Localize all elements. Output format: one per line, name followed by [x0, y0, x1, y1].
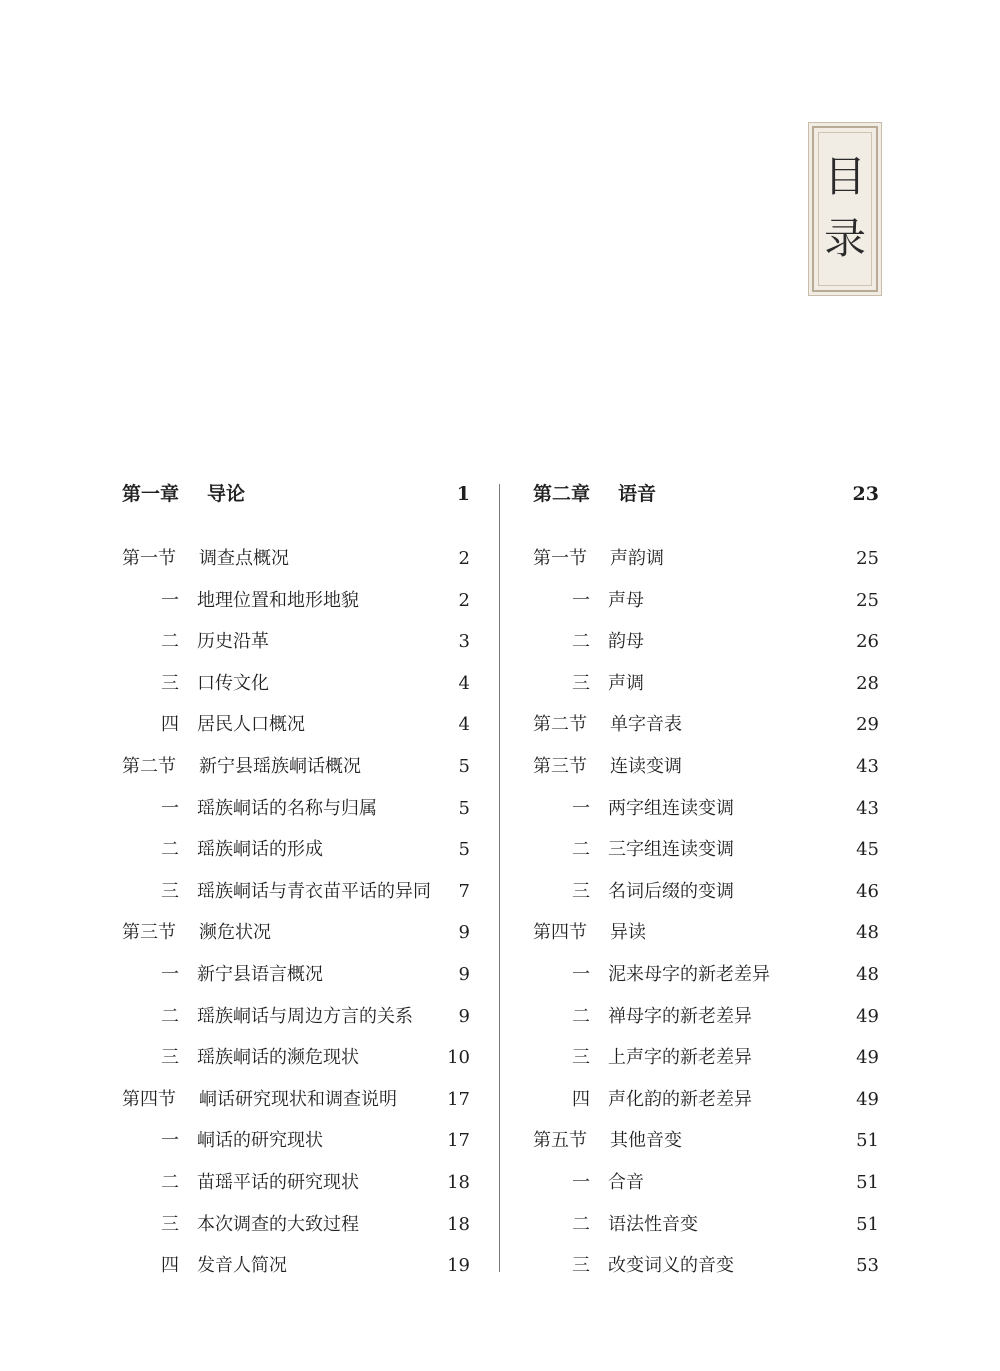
section-label: 第二节 [533, 714, 587, 736]
item-title: 口传文化 [197, 672, 269, 694]
item-title: 声调 [608, 672, 644, 694]
chapter-label: 第一章 [122, 483, 180, 505]
page-number: 48 [856, 963, 879, 985]
page-number: 18 [447, 1213, 470, 1235]
page-number: 43 [856, 797, 879, 819]
toc-item-entry[interactable] [122, 1037, 470, 1079]
item-title: 合音 [608, 1171, 644, 1193]
toc-section-entry[interactable] [533, 538, 879, 580]
section-label: 第一节 [533, 548, 587, 569]
item-number: 一 [161, 589, 179, 611]
chapter-page-number: 23 [852, 483, 879, 505]
page-number: 46 [856, 880, 879, 902]
item-title: 声母 [608, 589, 644, 611]
toc-item-entry[interactable] [122, 1120, 470, 1162]
column-divider [499, 484, 500, 1272]
item-title: 地理位置和地形地貌 [197, 589, 359, 611]
page-number: 53 [856, 1255, 879, 1277]
item-number: 一 [572, 797, 590, 819]
toc-right-rows [533, 538, 879, 1287]
section-title: 声韵调 [610, 548, 664, 569]
toc-item-entry[interactable] [122, 1204, 470, 1246]
section-label: 第三节 [122, 922, 176, 944]
page-number: 17 [447, 1088, 470, 1110]
toc-item-entry[interactable] [533, 788, 879, 830]
toc-heading-char-2: 录 [823, 214, 866, 263]
item-title: 声化韵的新老差异 [608, 1088, 752, 1110]
item-title: 改变词义的音变 [608, 1255, 734, 1277]
item-number: 二 [161, 839, 179, 861]
page-number: 49 [856, 1005, 879, 1027]
page-number: 9 [458, 1005, 470, 1027]
page-number: 5 [458, 797, 470, 819]
toc-item-entry[interactable] [533, 1037, 879, 1079]
item-number: 二 [572, 839, 590, 861]
section-label: 第四节 [533, 922, 587, 944]
toc-item-entry[interactable] [533, 621, 879, 663]
section-title: 单字音表 [610, 714, 682, 736]
toc-section-entry[interactable] [533, 704, 879, 746]
page-number: 9 [458, 922, 470, 944]
page-number: 29 [856, 714, 879, 736]
page-number: 51 [856, 1130, 879, 1152]
page-number: 25 [856, 548, 879, 569]
toc-item-entry[interactable] [533, 580, 879, 622]
item-title: 居民人口概况 [197, 714, 305, 736]
page-number: 49 [856, 1088, 879, 1110]
item-title: 韵母 [608, 631, 644, 653]
item-number: 一 [572, 589, 590, 611]
chapter-title: 语音 [618, 483, 657, 505]
page-number: 26 [856, 631, 879, 653]
toc-section-entry[interactable] [122, 746, 470, 788]
item-title: 两字组连读变调 [608, 797, 734, 819]
item-number: 三 [572, 672, 590, 694]
item-title: 瑶族峒话与青衣苗平话的异同 [197, 880, 431, 902]
section-title: 连读变调 [610, 755, 682, 777]
toc-item-entry[interactable] [122, 871, 470, 913]
page-number: 10 [447, 1047, 470, 1069]
page-number: 2 [458, 548, 470, 569]
toc-section-entry[interactable] [533, 1120, 879, 1162]
toc-section-entry[interactable] [122, 912, 470, 954]
toc-item-entry[interactable] [533, 663, 879, 705]
page-number: 43 [856, 755, 879, 777]
toc-item-entry[interactable] [533, 871, 879, 913]
page-number: 5 [458, 755, 470, 777]
section-label: 第二节 [122, 755, 176, 777]
page-number: 28 [856, 672, 879, 694]
toc-item-entry[interactable] [122, 954, 470, 996]
toc-item-entry[interactable] [122, 788, 470, 830]
item-number: 一 [161, 1130, 179, 1152]
toc-item-entry[interactable] [122, 621, 470, 663]
item-title: 语法性音变 [608, 1213, 698, 1235]
item-number: 二 [572, 1213, 590, 1235]
item-title: 泥来母字的新老差异 [608, 963, 770, 985]
toc-item-entry[interactable] [122, 829, 470, 871]
section-title: 峒话研究现状和调查说明 [199, 1088, 397, 1110]
item-title: 名词后缀的变调 [608, 880, 734, 902]
toc-heading-box [812, 126, 878, 292]
toc-item-entry[interactable] [122, 1162, 470, 1204]
section-title: 异读 [610, 922, 646, 944]
item-number: 一 [161, 797, 179, 819]
item-number: 三 [161, 1213, 179, 1235]
toc-item-entry[interactable] [533, 1245, 879, 1287]
section-title: 调查点概况 [199, 548, 289, 569]
item-number: 二 [161, 631, 179, 653]
item-title: 三字组连读变调 [608, 839, 734, 861]
section-title: 新宁县瑶族峒话概况 [199, 755, 361, 777]
toc-right-column [533, 478, 879, 1287]
item-title: 瑶族峒话的形成 [197, 839, 323, 861]
toc-item-entry[interactable] [122, 996, 470, 1038]
item-title: 历史沿革 [197, 631, 269, 653]
chapter-label: 第二章 [533, 483, 591, 505]
toc-item-entry[interactable] [122, 663, 470, 705]
item-title: 发音人简况 [197, 1255, 287, 1277]
toc-item-entry[interactable] [533, 1079, 879, 1121]
toc-left-column [122, 478, 470, 1287]
page-number: 5 [458, 839, 470, 861]
toc-item-entry[interactable] [533, 954, 879, 996]
toc-item-entry[interactable] [533, 829, 879, 871]
toc-item-entry[interactable] [533, 1204, 879, 1246]
item-number: 二 [572, 1005, 590, 1027]
item-number: 二 [572, 631, 590, 653]
item-title: 瑶族峒话的名称与归属 [197, 797, 377, 819]
page-number: 19 [447, 1255, 470, 1277]
page-number: 7 [458, 880, 470, 902]
toc-section-entry[interactable] [122, 538, 470, 580]
item-number: 三 [161, 1047, 179, 1069]
item-title: 峒话的研究现状 [197, 1130, 323, 1152]
chapter-page-number: 1 [456, 483, 470, 505]
toc-left-rows [122, 538, 470, 1287]
toc-section-entry[interactable] [533, 912, 879, 954]
page-number: 4 [458, 672, 470, 694]
chapter-title: 导论 [207, 483, 246, 505]
page-number: 2 [458, 589, 470, 611]
item-title: 上声字的新老差异 [608, 1047, 752, 1069]
page-number: 9 [458, 963, 470, 985]
section-label: 第五节 [533, 1130, 587, 1152]
page-number: 17 [447, 1130, 470, 1152]
toc-item-entry[interactable] [122, 1245, 470, 1287]
item-number: 一 [161, 963, 179, 985]
page-number: 4 [458, 714, 470, 736]
item-number: 三 [161, 672, 179, 694]
toc-section-entry[interactable] [122, 1079, 470, 1121]
section-title: 濒危状况 [199, 922, 271, 944]
section-label: 第三节 [533, 755, 587, 777]
section-label: 第一节 [122, 548, 176, 569]
item-title: 禅母字的新老差异 [608, 1005, 752, 1027]
page-number: 49 [856, 1047, 879, 1069]
item-number: 三 [161, 880, 179, 902]
toc-chapter-entry[interactable] [533, 478, 879, 511]
toc-chapter-entry[interactable] [122, 478, 470, 511]
item-number: 二 [161, 1171, 179, 1193]
item-title: 本次调查的大致过程 [197, 1213, 359, 1235]
item-title: 瑶族峒话的濒危现状 [197, 1047, 359, 1069]
item-number: 三 [572, 880, 590, 902]
page-number: 3 [458, 631, 470, 653]
section-label: 第四节 [122, 1088, 176, 1110]
section-title: 其他音变 [610, 1130, 682, 1152]
toc-section-entry[interactable] [533, 746, 879, 788]
item-title: 瑶族峒话与周边方言的关系 [197, 1005, 413, 1027]
page-number: 51 [856, 1213, 879, 1235]
toc-item-entry[interactable] [122, 580, 470, 622]
item-title: 新宁县语言概况 [197, 963, 323, 985]
page-number: 45 [856, 839, 879, 861]
toc-heading-char-1: 目 [823, 152, 866, 201]
item-number: 四 [572, 1088, 590, 1110]
page-number: 25 [856, 589, 879, 611]
toc-item-entry[interactable] [122, 704, 470, 746]
page-number: 48 [856, 922, 879, 944]
item-number: 一 [572, 1171, 590, 1193]
page-number: 18 [447, 1171, 470, 1193]
item-number: 二 [161, 1005, 179, 1027]
toc-item-entry[interactable] [533, 996, 879, 1038]
item-number: 四 [161, 1255, 179, 1277]
toc-item-entry[interactable] [533, 1162, 879, 1204]
item-number: 四 [161, 714, 179, 736]
page-number: 51 [856, 1171, 879, 1193]
item-title: 苗瑶平话的研究现状 [197, 1171, 359, 1193]
item-number: 三 [572, 1255, 590, 1277]
item-number: 一 [572, 963, 590, 985]
item-number: 三 [572, 1047, 590, 1069]
